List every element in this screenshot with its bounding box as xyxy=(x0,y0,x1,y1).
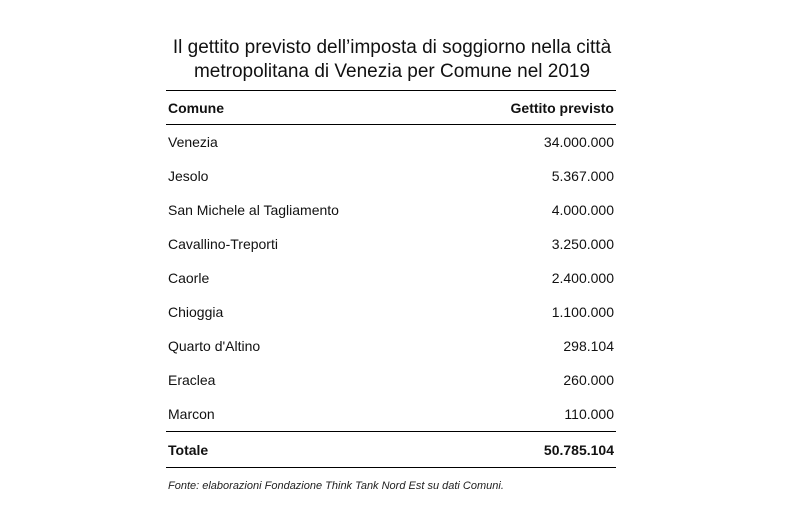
comune-cell: Cavallino-Treporti xyxy=(168,236,278,252)
comune-cell: Chioggia xyxy=(168,304,224,320)
header-row xyxy=(166,91,616,125)
comune-cell: Eraclea xyxy=(168,372,216,388)
table-row xyxy=(166,363,616,397)
total-value: 50.785.104 xyxy=(445,432,616,468)
column-header-comune: Comune xyxy=(166,91,445,125)
gettito-cell: 110.000 xyxy=(564,406,614,422)
table-row xyxy=(166,159,616,193)
comune-cell: San Michele al Tagliamento xyxy=(168,202,339,218)
data-table xyxy=(166,90,616,468)
total-label: Totale xyxy=(166,432,445,468)
table-row xyxy=(166,193,616,227)
title-line-2: metropolitana di Venezia per Comune nel 2019 xyxy=(193,61,591,82)
gettito-cell: 4.000.000 xyxy=(551,202,614,218)
gettito-cell: 3.250.000 xyxy=(551,236,614,252)
gettito-cell: 1.100.000 xyxy=(551,304,614,320)
comune-cell: Jesolo xyxy=(168,168,209,184)
comune-cell: Venezia xyxy=(168,134,218,150)
table-row xyxy=(166,261,616,295)
total-row xyxy=(166,432,616,468)
title-line-1: Il gettito previsto dell’imposta di soggiorno nella città xyxy=(172,37,612,58)
gettito-cell: 5.367.000 xyxy=(551,168,614,184)
table-row xyxy=(166,397,616,432)
table-row xyxy=(166,125,616,160)
table-title xyxy=(166,36,618,84)
comune-cell: Caorle xyxy=(168,270,210,286)
column-header-gettito: Gettito previsto xyxy=(445,91,616,125)
comune-cell: Quarto d'Altino xyxy=(168,338,261,354)
gettito-cell: 260.000 xyxy=(563,372,614,388)
comune-cell: Marcon xyxy=(168,406,215,422)
gettito-cell: 298.104 xyxy=(563,338,614,354)
source-note: Fonte: elaborazioni Fondazione Think Tank Nord Est su dati Comuni. xyxy=(168,480,504,492)
gettito-cell: 2.400.000 xyxy=(551,270,614,286)
gettito-cell: 34.000.000 xyxy=(543,134,614,150)
table-row xyxy=(166,227,616,261)
table-row xyxy=(166,295,616,329)
table-row xyxy=(166,329,616,363)
